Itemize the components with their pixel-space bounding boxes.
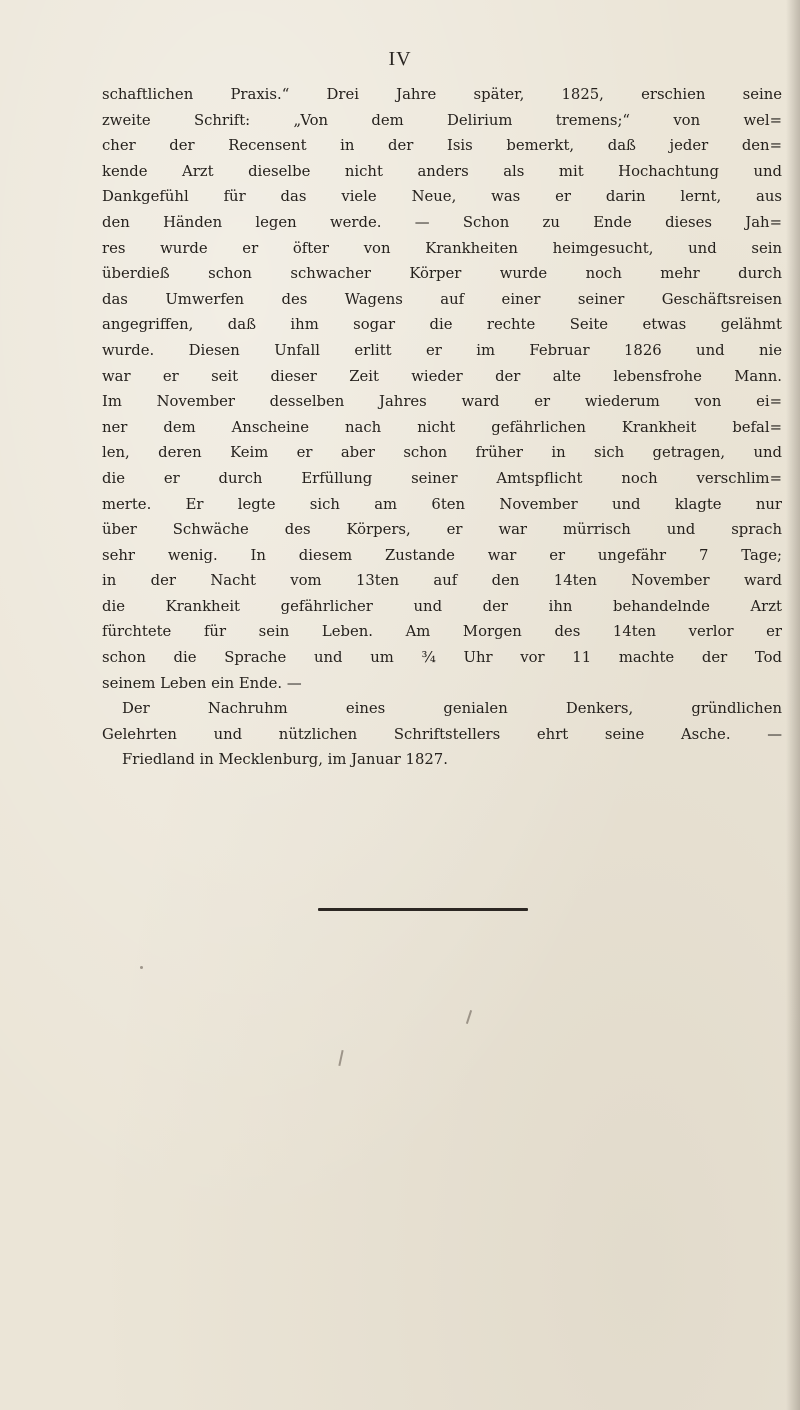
text-line: die Krankheit gefährlicher und der ihn behandelnde Arzt (102, 597, 782, 615)
text-line: das Umwerfen des Wagens auf einer seiner Geschäftsreisen (102, 290, 782, 308)
text-line: seinem Leben ein Ende. — (102, 674, 302, 692)
text-line: len, deren Keim er aber schon früher in sich getragen, und (102, 444, 782, 462)
paper-speck (338, 1050, 343, 1066)
text-line: den Händen legen werde. — Schon zu Ende dieses Jah= (102, 213, 782, 231)
text-line: schon die Sprache und um ¾ Uhr vor 11 machte der Tod (102, 649, 782, 667)
text-line: angegriffen, daß ihm sogar die rechte Seite etwas gelähmt (102, 316, 782, 334)
text-line: in der Nacht vom 13ten auf den 14ten November ward (102, 572, 782, 590)
text-line: war er seit dieser Zeit wieder der alte lebensfrohe Mann. (102, 367, 782, 385)
text-line: cher der Recensent in der Isis bemerkt, daß jeder den= (102, 137, 782, 155)
text-line: Der Nachruhm eines genialen Denkers, gründlichen (122, 700, 782, 718)
page-edge-shadow (786, 0, 800, 1410)
text-line: fürchtete für sein Leben. Am Morgen des 14ten verlor er (102, 623, 782, 641)
text-line: die er durch Erfüllung seiner Amtspflicht noch verschlim= (102, 469, 782, 487)
text-line: res wurde er öfter von Krankheiten heimgesucht, und sein (102, 239, 782, 257)
text-line: Gelehrten und nützlichen Schriftstellers ehrt seine Asche. — (102, 725, 782, 743)
text-line: kende Arzt dieselbe nicht anders als mit Hochachtung und (102, 162, 782, 180)
body-text (102, 82, 782, 773)
text-line: Dankgefühl für das viele Neue, was er darin lernt, aus (102, 188, 782, 206)
section-rule (318, 908, 528, 911)
page-number: IV (388, 48, 412, 70)
paper-speck (140, 966, 143, 969)
text-line: wurde. Diesen Unfall erlitt er im Februar 1826 und nie (102, 341, 782, 359)
text-line: über Schwäche des Körpers, er war mürrisch und sprach (102, 521, 782, 539)
text-line: ner dem Anscheine nach nicht gefährlichen Krankheit befal= (102, 418, 782, 436)
text-line: zweite Schrift: „Von dem Delirium tremens;“ von wel= (102, 111, 782, 129)
text-line: Im November desselben Jahres ward er wiederum von ei= (102, 393, 782, 411)
text-line: sehr wenig. In diesem Zustande war er ungefähr 7 Tage; (102, 546, 782, 564)
text-line: schaftlichen Praxis.“ Drei Jahre später, 1825, erschien seine (102, 86, 782, 103)
place-date-line: Friedland in Mecklenburg, im Januar 1827. (122, 751, 448, 769)
text-line: merte. Er legte sich am 6ten November und klagte nur (102, 495, 782, 513)
text-line: überdieß schon schwacher Körper wurde noch mehr durch (102, 265, 782, 283)
paper-speck (466, 1010, 472, 1024)
